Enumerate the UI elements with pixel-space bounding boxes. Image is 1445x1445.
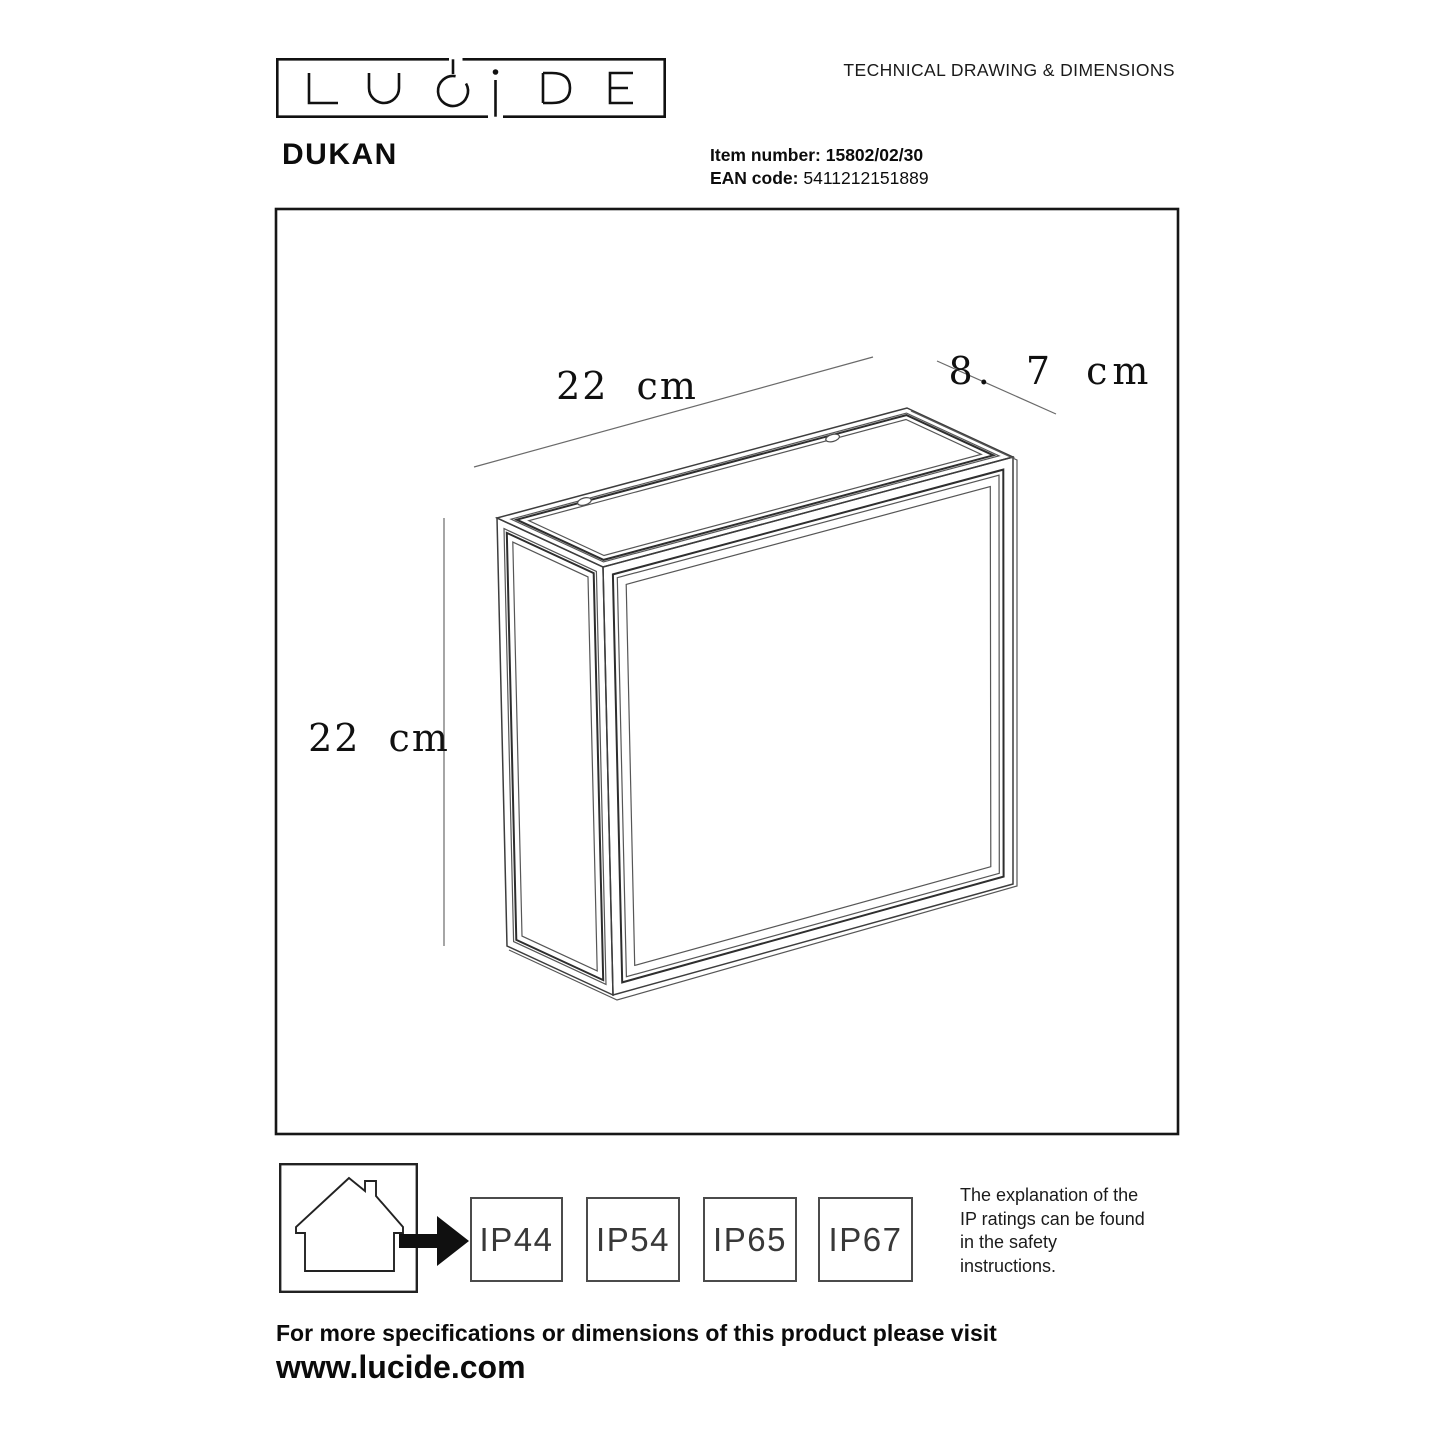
indoor-use-pictogram [279,1163,479,1294]
fixture-face-line [511,413,999,562]
ip65-label: IP65 [713,1220,787,1258]
ip-note-line: in the safety [960,1232,1058,1252]
page-title: TECHNICAL DRAWING & DIMENSIONS [843,60,1175,80]
ip-rating-badge-ip67 [818,1197,913,1282]
ip-note-line: The explanation of the [960,1185,1139,1205]
ean-value: 5411212151889 [803,168,929,188]
ip67-label: IP67 [828,1220,903,1258]
footer-website-link[interactable]: www.lucide.com [276,1349,526,1385]
ip54-label: IP54 [596,1220,670,1258]
footer-text: For more specifications or dimensions of this product please visit [276,1320,997,1346]
fixture-face-line [517,415,994,560]
fixture-face-line [529,420,981,556]
ip-note-line: IP ratings can be found [960,1208,1145,1229]
ip44-label: IP44 [479,1220,554,1258]
ip-rating-badge-ip44 [470,1197,563,1282]
item-number-label: Item number: [710,145,821,165]
product-name: DUKAN [282,138,398,171]
arrow-right-icon [399,1216,469,1266]
fixture-face-line [617,475,999,977]
drawing-border [276,209,1178,1134]
ip-note-line: instructions. [960,1255,1057,1276]
fixture-face-line [504,529,606,985]
screw-hole [577,496,592,506]
ean-label: EAN code: [710,168,799,188]
house-icon [296,1178,403,1271]
ip-rating-badge-ip65 [703,1197,797,1282]
ip-rating-badge-ip54 [586,1197,680,1282]
ip-ratings-note [960,1184,1145,1278]
fixture-face-line [513,542,597,971]
height-dimension-label: 22 cm [308,716,450,760]
pictogram-box [280,1164,417,1292]
depth-dimension-label: 8. 7 cm [948,349,1154,393]
item-number-value: 15802/02/30 [825,145,924,165]
fixture-outline [497,408,1013,995]
fixture-face-line [626,487,991,966]
fixture-face-line [603,457,1013,995]
fixture-face-line [613,470,1004,983]
width-dimension-label: 22 cm [556,364,698,408]
